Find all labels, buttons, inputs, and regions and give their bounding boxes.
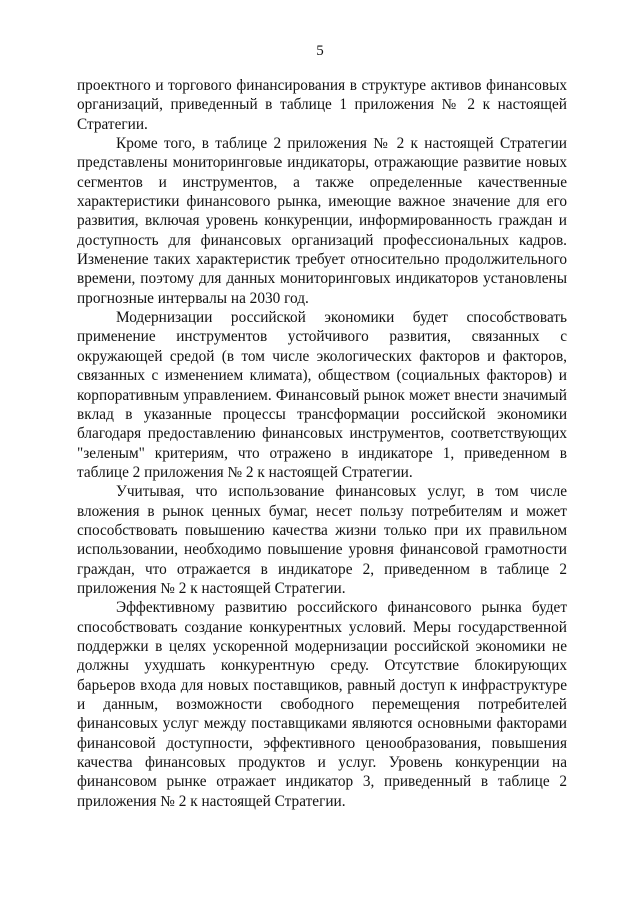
paragraph-continuation: проектного и торгового финансирования в структуре активов финансовых организаций, приведенный в таблице 1 приложения № 2 к настоящей Стратегии. <box>77 77 567 133</box>
paragraph-sustainable-development: Модернизации российской экономики будет способствовать применение инструментов устойчивого развития, связанных с окружающей средой (в том числе экологических факторов и факторов, связанных с изменением климата), обществом (социальных факторов) и корпоративным управлением. Финансовый рынок может внести значимый вклад в указанные процессы трансформации российской экономики благодаря предоставлению финансовых инструментов, соответствующих "зеленым" критериям, что отражено в индикаторе 1, приведенном в таблице 2 приложения № 2 к настоящей Стратегии. <box>77 309 567 481</box>
paragraph-monitoring-indicators: Кроме того, в таблице 2 приложения № 2 к настоящей Стратегии представлены мониторинговые индикаторы, отражающие развитие новых сегментов и инструментов, а также определенные качественные характеристики финансового рынка, имеющие важное значение для его развития, включая уровень конкуренции, информированность граждан и доступность для финансовых организаций профессиональных кадров. Изменение таких характеристик требует относительно продолжительного времени, поэтому для данных мониторинговых индикаторов установлены прогнозные интервалы на 2030 год. <box>77 135 567 307</box>
page-number: 5 <box>316 43 324 59</box>
paragraph-competition: Эффективному развитию российского финансового рынка будет способствовать создание конкурентных условий. Меры государственной поддержки в целях ускоренной модернизации российской экономики не должны ухудшать конкурентную среду. Отсутствие блокирующих барьеров входа для новых поставщиков, равный доступ к инфраструктуре и данным, возможности свободного перемещения потребителей финансовых услуг между поставщиками являются основными факторами финансовой доступности, эффективного ценообразования, повышения качества финансовых продуктов и услуг. Уровень конкуренции на финансовом рынке отражает индикатор 3, приведенный в таблице 2 приложения № 2 к настоящей Стратегии. <box>77 599 567 810</box>
document-body <box>77 76 567 811</box>
paragraph-financial-literacy: Учитывая, что использование финансовых услуг, в том числе вложения в рынок ценных бумаг, несет пользу потребителям и может способствовать повышению качества жизни только при их правильном использовании, необходимо повышение уровня финансовой грамотности граждан, что отражается в индикаторе 2, приведенном в таблице 2 приложения № 2 к настоящей Стратегии. <box>77 483 567 597</box>
